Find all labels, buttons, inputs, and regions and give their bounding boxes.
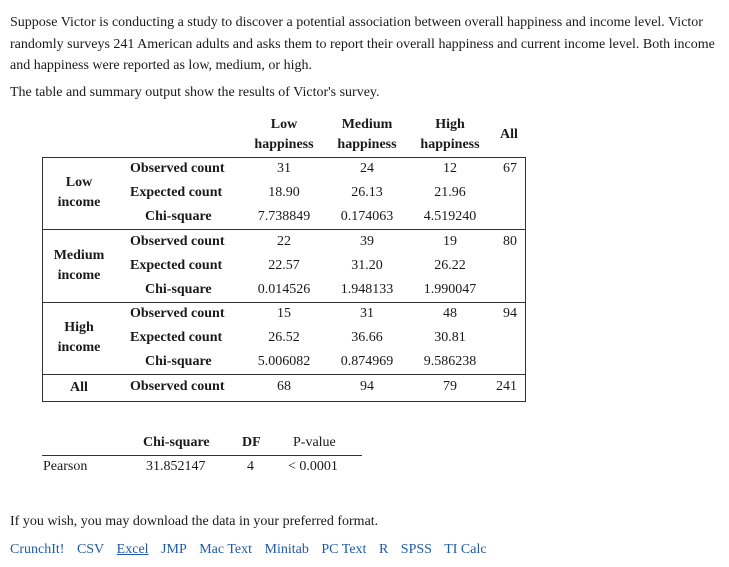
table-cell: 22.57	[268, 258, 300, 273]
row-label-line2: income	[57, 340, 101, 355]
download-link-crunchit[interactable]: CrunchIt!	[10, 542, 65, 557]
stat-label-chisq: Chi-square	[145, 209, 212, 224]
table-cell: 31.20	[351, 258, 383, 273]
table-cell: 19	[443, 234, 457, 249]
table-cell: 9.586238	[423, 354, 477, 369]
table-cell: 24	[360, 161, 374, 176]
download-link-pc-text[interactable]: PC Text	[321, 542, 367, 557]
table-cell: 5.006082	[257, 354, 311, 369]
pearson-header-pvalue: P-value	[293, 435, 336, 450]
download-link-excel[interactable]: Excel	[116, 542, 149, 557]
table-cell: 0.174063	[340, 209, 394, 224]
download-link-csv[interactable]: CSV	[76, 542, 105, 557]
table-cell: 26.52	[268, 330, 300, 345]
col-header-high-line2: happiness	[420, 137, 480, 152]
stat-label-observed: Observed count	[130, 379, 225, 394]
row-total: 80	[503, 234, 517, 249]
table-cell: 68	[277, 379, 291, 394]
intro-paragraph-2: The table and summary output show the results of Victor's survey.	[10, 85, 380, 100]
table-cell: 31	[360, 306, 374, 321]
table-cell: 26.13	[351, 185, 383, 200]
col-header-high-line1: High	[435, 117, 465, 132]
row-label-high-income	[42, 318, 116, 358]
pearson-chisq-value: 31.852147	[146, 459, 206, 474]
table-cell: 26.22	[434, 258, 466, 273]
pearson-pvalue: < 0.0001	[288, 459, 338, 474]
col-header-medium-line2: happiness	[337, 137, 397, 152]
table-cell: 4.519240	[423, 209, 477, 224]
pearson-row-label: Pearson	[43, 459, 88, 474]
row-label-line2: income	[57, 195, 101, 210]
table-cell: 22	[277, 234, 291, 249]
row-separator	[42, 229, 526, 230]
row-separator	[42, 302, 526, 303]
col-header-high	[418, 115, 482, 155]
pearson-header-df: DF	[242, 435, 261, 450]
pearson-header-chisq: Chi-square	[143, 435, 210, 450]
col-header-medium	[335, 115, 399, 155]
row-label-line1: High	[64, 320, 94, 335]
table-cell: 0.874969	[340, 354, 394, 369]
stat-label-expected: Expected count	[130, 330, 223, 345]
table-cell: 79	[443, 379, 457, 394]
table-cell: 30.81	[434, 330, 466, 345]
download-link-mac-text[interactable]: Mac Text	[199, 542, 253, 557]
grand-total: 241	[496, 379, 517, 394]
table-cell: 15	[277, 306, 291, 321]
download-links	[10, 542, 496, 558]
stat-label-chisq: Chi-square	[145, 354, 212, 369]
table-cell: 18.90	[268, 185, 300, 200]
col-header-low-line1: Low	[270, 117, 298, 132]
row-total: 94	[503, 306, 517, 321]
table-cell: 21.96	[434, 185, 466, 200]
stat-label-observed: Observed count	[130, 234, 225, 249]
row-label-medium-income	[42, 246, 116, 286]
table-cell: 12	[443, 161, 457, 176]
row-total: 67	[503, 161, 517, 176]
table-cell: 94	[360, 379, 374, 394]
stat-label-expected: Expected count	[130, 258, 223, 273]
download-note: If you wish, you may download the data in your preferred format.	[10, 514, 379, 529]
table-cell: 36.66	[351, 330, 383, 345]
col-header-medium-line1: Medium	[341, 117, 393, 132]
download-link-r[interactable]: R	[378, 542, 389, 557]
row-label-line2: income	[57, 268, 101, 283]
intro-paragraph: Suppose Victor is conducting a study to discover a potential association between overall happiness and income level. Victor randomly surveys 241 American adults and asks them to report their overall happiness and current income level. Both income and happiness were reported as low, medium, or high.	[10, 15, 715, 73]
row-separator	[42, 374, 526, 375]
col-header-low-line2: happiness	[254, 137, 314, 152]
table-cell: 7.738849	[257, 209, 311, 224]
stat-label-observed: Observed count	[130, 306, 225, 321]
col-header-low	[252, 115, 316, 155]
download-link-minitab[interactable]: Minitab	[264, 542, 309, 557]
table-cell: 48	[443, 306, 457, 321]
table-cell: 0.014526	[257, 282, 311, 297]
download-link-spss[interactable]: SPSS	[400, 542, 432, 557]
pearson-df-value: 4	[247, 459, 254, 474]
stat-label-chisq: Chi-square	[145, 282, 212, 297]
row-label-low-income	[42, 173, 116, 213]
col-header-all: All	[500, 127, 518, 142]
table-cell: 1.990047	[423, 282, 477, 297]
pearson-divider	[42, 455, 362, 456]
table-cell: 1.948133	[340, 282, 394, 297]
table-cell: 31	[277, 161, 291, 176]
download-link-ti-calc[interactable]: TI Calc	[444, 542, 487, 557]
table-cell: 39	[360, 234, 374, 249]
stat-label-observed: Observed count	[130, 161, 225, 176]
download-link-jmp[interactable]: JMP	[161, 542, 187, 557]
row-label-line1: Medium	[53, 248, 105, 263]
row-label-line1: Low	[65, 175, 93, 190]
stat-label-expected: Expected count	[130, 185, 223, 200]
row-label-all: All	[70, 380, 88, 395]
